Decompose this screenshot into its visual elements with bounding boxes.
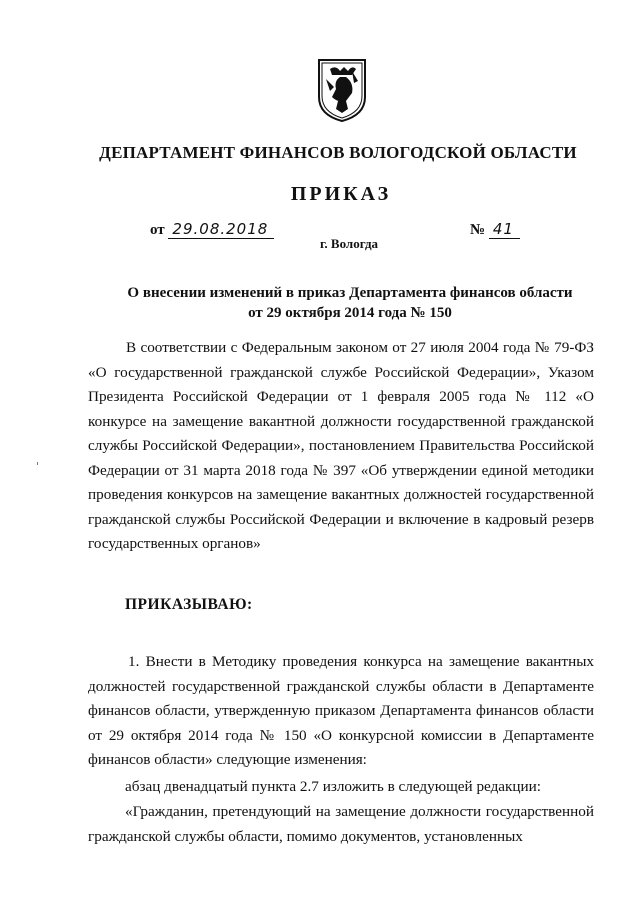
date-prefix: от xyxy=(150,222,165,238)
item-1-paragraph: 1. Внести в Методику проведения конкурса на замещение вакантных должностей государственной гражданской службы области в Департаменте финансов области, утвержденную приказом Департамента финансов области от 29 октября 2014 года № 150 «О конкурсной комиссии в Департаменте финансов области» следующие изменения: xyxy=(88,653,594,768)
handwritten-number: 41 xyxy=(489,220,520,239)
preamble-paragraph: В соответствии с Федеральным законом от 27 июля 2004 года № 79-ФЗ «О государственной гражданской службе Российской Федерации», Указом Президента Российской Федерации от 1 февраля 2005 года № 112 «О конкурсе на замещение вакантной должности государственной гражданской службы Российской Федерации», постановлением Правительства Российской Федерации от 31 марта 2018 года № 397 «Об утверждении единой методики проведения конкурсов на замещение вакантных должностей государственной гражданской службы Российской Федерации и включение в кадровый резерв государственных органов» xyxy=(88,339,594,552)
subject-line-1: О внесении изменений в приказ Департамента финансов области xyxy=(127,285,573,301)
quoted-text-paragraph: «Гражданин, претендующий на замещение должности государственной гражданской службы области, помимо документов, установленных xyxy=(88,803,594,845)
order-subject xyxy=(0,283,640,323)
vologda-coat-of-arms-icon xyxy=(316,57,368,123)
item-1-change-paragraph: абзац двенадцатый пункта 2.7 изложить в следующей редакции: xyxy=(125,778,542,795)
handwritten-date: 29.08.2018 xyxy=(168,220,274,239)
scan-margin-mark xyxy=(37,462,38,465)
department-name: ДЕПАРТАМЕНТ ФИНАНСОВ ВОЛОГОДСКОЙ ОБЛАСТИ xyxy=(99,143,577,162)
document-type-title: ПРИКАЗ xyxy=(290,183,392,205)
subject-line-2: от 29 октября 2014 года № 150 xyxy=(248,305,452,321)
number-prefix: № xyxy=(470,222,486,238)
order-keyword: ПРИКАЗЫВАЮ: xyxy=(125,596,253,613)
city-label: г. Вологда xyxy=(319,236,379,251)
